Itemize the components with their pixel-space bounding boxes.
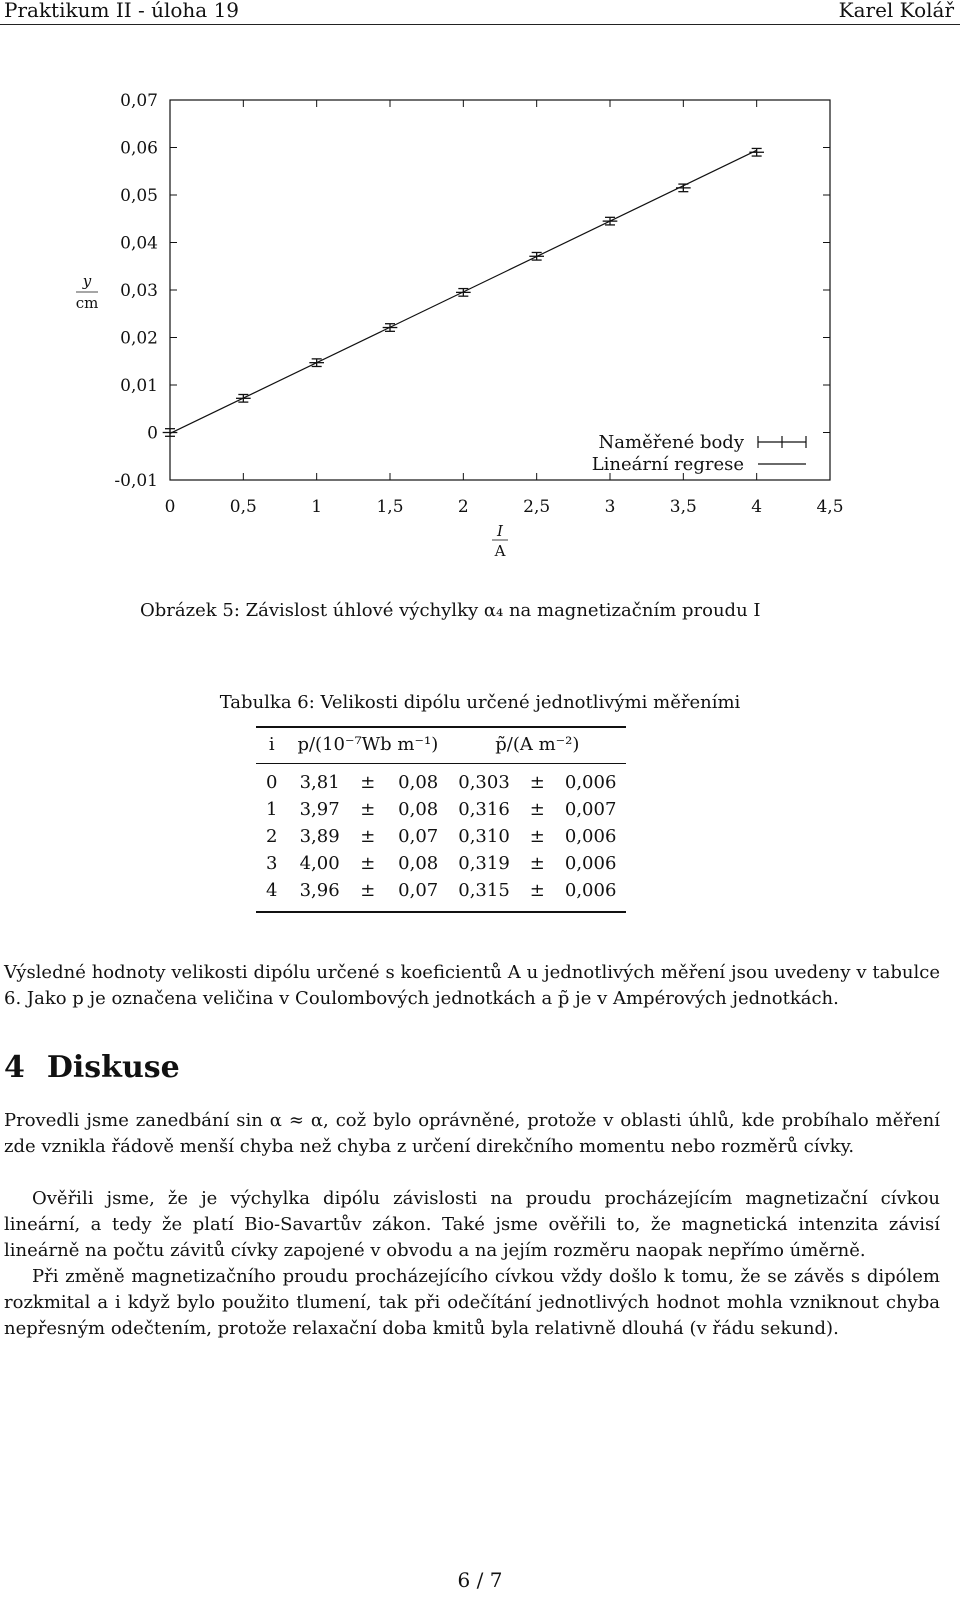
- table-cell: 0,315: [458, 880, 510, 901]
- section-number: 4: [4, 1050, 25, 1085]
- y-tick-label: 0: [147, 423, 158, 444]
- table-cell: 0,310: [458, 826, 510, 847]
- table-cell: 2: [266, 826, 278, 847]
- table-cell: 0,006: [564, 772, 617, 793]
- page-number: 6 / 7: [457, 1568, 503, 1592]
- table-cell: ±: [529, 772, 545, 793]
- legend-label-line: Lineární regrese: [591, 454, 744, 475]
- table-cell: 0,319: [458, 853, 510, 874]
- y-tick-label: 0,02: [120, 328, 158, 349]
- x-tick-label: 0: [164, 497, 176, 517]
- table-cell: 0,08: [398, 799, 439, 820]
- y-tick-label: 0,05: [120, 186, 158, 206]
- y-axis-label-num: y: [82, 272, 92, 290]
- y-tick-label: 0,07: [120, 91, 158, 111]
- table-cell: 3: [266, 853, 278, 874]
- table-cell: ±: [529, 826, 545, 847]
- x-tick-label: 2,5: [523, 497, 551, 517]
- table-cell: 3,97: [299, 799, 340, 820]
- table-cell: ±: [529, 799, 545, 820]
- y-axis-label-den: cm: [75, 294, 99, 312]
- dipole-table: [256, 726, 626, 913]
- discussion-paragraph-3: Při změně magnetizačního proudu procházejícího cívkou vždy došlo k tomu, že se závěs s dipólem rozkmital a i když bylo použito tlumení, tak při odečítání jednotlivých hodnot mohla vzniknout chyba nepřesným odečtením, protože relaxační doba kmitů byla relativně dlouhá (v řádu sekund).: [4, 1266, 940, 1339]
- table-row: [256, 877, 626, 912]
- table-cell: 0,08: [398, 853, 439, 874]
- table-row: [256, 764, 626, 797]
- x-tick-label: 0,5: [229, 497, 257, 517]
- table-cell: 0,006: [564, 880, 617, 901]
- data-point: [749, 148, 764, 156]
- table-header-p: p/(10⁻⁷Wb m⁻¹): [287, 727, 448, 764]
- table-cell: 0,07: [398, 880, 439, 901]
- data-point: [676, 184, 691, 192]
- legend-label-points: Naměřené body: [598, 432, 744, 453]
- table-cell: 0,08: [398, 772, 439, 793]
- table-cell: 1: [266, 799, 278, 820]
- section-title: Diskuse: [46, 1050, 180, 1085]
- table-cell: 3,81: [299, 772, 340, 793]
- table-caption: [0, 692, 960, 713]
- table-row: [256, 796, 626, 823]
- plot-frame: [170, 100, 830, 480]
- table-row: [256, 850, 626, 877]
- table-header-i: i: [256, 727, 287, 764]
- table-cell: ±: [529, 880, 545, 901]
- header-course-title: Praktikum II - úloha 19: [4, 0, 240, 22]
- y-tick-label: 0,06: [120, 138, 158, 159]
- x-tick-label: 4,5: [816, 497, 844, 517]
- figure-caption: Obrázek 5: Závislost úhlové výchylky α₄ na magnetizačním proudu I: [140, 600, 761, 621]
- discussion-paragraph-1: Provedli jsme zanedbání sin α ≈ α, což bylo oprávněné, protože v oblasti úhlů, kde probíhalo měření zde vznikla řádově menší chyba než chyba z určení direkčního momentu nebo rozměrů cívky.: [4, 1110, 940, 1157]
- header-author: Karel Kolář: [838, 0, 954, 22]
- data-point: [163, 429, 178, 437]
- table-cell: 0,006: [564, 853, 617, 874]
- x-tick-label: 1,5: [376, 497, 404, 517]
- table-cell: ±: [360, 880, 376, 901]
- results-paragraph: Výsledné hodnoty velikosti dipólu určené s koeficientů A u jednotlivých měření jsou uvedeny v tabulce 6. Jako p je označena veličina v Coulombových jednotkách a p̃ je v Ampérových jednotkách.: [4, 962, 940, 1009]
- table-row: [256, 823, 626, 850]
- table-cell: 0,316: [458, 799, 510, 820]
- x-tick-label: 3,5: [669, 497, 697, 517]
- y-tick-label: -0,01: [114, 471, 158, 491]
- chart: [0, 80, 960, 570]
- discussion-paragraph-2: Ověřili jsme, že je výchylka dipólu závislosti na proudu procházejícím magnetizační cívkou lineární, a tedy že platí Bio-Savartův zákon. Také jsme ověřili to, že magnetická intenzita závisí lineárně na počtu závitů cívky zapojené v obvodu a na jejím rozměru naopak nepřímo úměrně.: [4, 1188, 940, 1261]
- table-header-ptilde: p̃/(A m⁻²): [448, 727, 626, 764]
- x-tick-label: 3: [604, 497, 616, 517]
- y-tick-label: 0,04: [120, 233, 158, 254]
- table-header-row: [256, 727, 626, 764]
- x-axis-label-num: I: [497, 522, 503, 540]
- table-cell: 0,07: [398, 826, 439, 847]
- table-cell: ±: [360, 853, 376, 874]
- table-cell: 0: [266, 772, 278, 793]
- table-cell: 0,303: [458, 772, 510, 793]
- table-cell: ±: [529, 853, 545, 874]
- table-caption-text: Tabulka 6: Velikosti dipólu určené jednotlivými měřeními: [219, 692, 741, 713]
- x-tick-label: 1: [311, 497, 323, 517]
- table-cell: ±: [360, 799, 376, 820]
- table-cell: 0,006: [564, 826, 617, 847]
- table-cell: 4: [266, 880, 278, 901]
- page-header: [0, 0, 960, 25]
- x-axis-label-den: A: [494, 542, 506, 560]
- x-tick-label: 4: [751, 497, 763, 517]
- y-tick-label: 0,01: [120, 376, 158, 396]
- table-cell: ±: [360, 826, 376, 847]
- section-heading: [4, 1050, 180, 1085]
- table-cell: 0,007: [564, 799, 617, 820]
- x-tick-label: 2: [457, 497, 469, 517]
- table-cell: 4,00: [299, 853, 340, 874]
- table-cell: ±: [360, 772, 376, 793]
- table-cell: 3,89: [299, 826, 340, 847]
- table-cell: 3,96: [299, 880, 340, 901]
- y-tick-label: 0,03: [120, 281, 158, 301]
